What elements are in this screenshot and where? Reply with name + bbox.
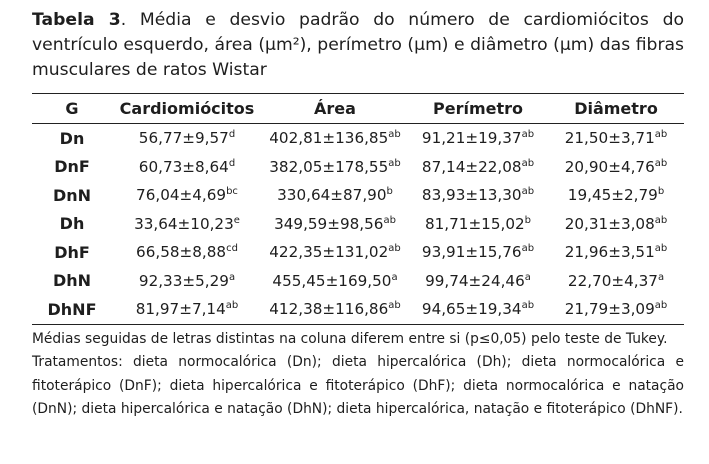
mean-sd-value: 93,91±15,76 bbox=[421, 243, 522, 262]
value-cell bbox=[408, 267, 548, 296]
table-row bbox=[32, 295, 684, 324]
mean-sd-value: 20,31±3,08 bbox=[564, 214, 655, 233]
group-cell: DnN bbox=[52, 185, 92, 205]
value-cell bbox=[548, 238, 684, 267]
table-row bbox=[32, 210, 684, 239]
results-table bbox=[32, 93, 684, 325]
mean-sd-value: 99,74±24,46 bbox=[425, 271, 525, 290]
significance-letters: cd bbox=[226, 243, 238, 255]
significance-letters: ab bbox=[654, 300, 668, 312]
significance-letters: ab bbox=[654, 157, 668, 169]
value-cell bbox=[112, 238, 262, 267]
caption-text: . Média e desvio padrão do número de cardiomiócitos do ventrículo esquerdo, área (µm²), perímetro (µm) e diâmetro (µm) das fibras musculares de ratos Wistar bbox=[32, 10, 685, 80]
mean-sd-value: 422,35±131,02 bbox=[269, 243, 389, 262]
significance-letters: ab bbox=[388, 300, 401, 312]
significance-letters: ab bbox=[383, 214, 396, 226]
footnote-treatments: Tratamentos: dieta normocalórica (Dn); dieta hipercalórica (Dh); dieta normocalórica e fitoterápico (DnF); dieta hipercalórica e fitoterápico (DhF); dieta normocalórica e natação (DnN); dieta hipercalórica e natação (DhN); dieta hipercalórica, natação e fitoterápico (DhNF). bbox=[32, 354, 684, 418]
significance-letters: a bbox=[657, 271, 665, 283]
significance-letters: b bbox=[524, 214, 532, 226]
significance-letters: ab bbox=[521, 186, 535, 198]
significance-letters: ab bbox=[654, 129, 668, 141]
significance-letters: b bbox=[657, 186, 665, 198]
value-cell bbox=[112, 181, 262, 210]
value-cell bbox=[112, 210, 262, 239]
significance-letters: d bbox=[228, 157, 236, 169]
value-cell bbox=[408, 295, 548, 324]
value-cell bbox=[548, 267, 684, 296]
value-cell bbox=[408, 181, 548, 210]
mean-sd-value: 412,38±116,86 bbox=[269, 300, 389, 319]
mean-sd-value: 349,59±98,56 bbox=[274, 214, 384, 233]
table-row bbox=[32, 153, 684, 182]
table-footnote bbox=[32, 328, 684, 422]
mean-sd-value: 56,77±9,57 bbox=[138, 129, 229, 148]
significance-letters: a bbox=[524, 271, 531, 283]
value-cell bbox=[262, 124, 408, 153]
mean-sd-value: 66,58±8,88 bbox=[136, 243, 227, 262]
mean-sd-value: 87,14±22,08 bbox=[421, 157, 522, 176]
mean-sd-value: 76,04±4,69 bbox=[136, 186, 227, 205]
group-cell: DnF bbox=[54, 157, 90, 177]
value-cell bbox=[548, 295, 684, 324]
significance-letters: bc bbox=[226, 186, 238, 198]
significance-letters: d bbox=[228, 129, 236, 141]
significance-letters: ab bbox=[654, 243, 668, 255]
header-diametro: Diâmetro bbox=[548, 94, 684, 124]
value-cell bbox=[112, 153, 262, 182]
group-cell: DhN bbox=[52, 271, 92, 291]
mean-sd-value: 382,05±178,55 bbox=[269, 157, 389, 176]
significance-letters: ab bbox=[388, 243, 401, 255]
value-cell bbox=[548, 210, 684, 239]
group-cell: Dh bbox=[59, 214, 85, 234]
value-cell bbox=[548, 124, 684, 153]
mean-sd-value: 60,73±8,64 bbox=[138, 157, 229, 176]
significance-letters: e bbox=[233, 214, 240, 226]
mean-sd-value: 83,93±13,30 bbox=[421, 186, 522, 205]
significance-letters: ab bbox=[225, 300, 239, 312]
value-cell bbox=[262, 210, 408, 239]
value-cell bbox=[548, 153, 684, 182]
significance-letters: ab bbox=[388, 157, 401, 169]
table-row bbox=[32, 124, 684, 153]
mean-sd-value: 455,45±169,50 bbox=[272, 271, 392, 290]
value-cell bbox=[262, 238, 408, 267]
significance-letters: ab bbox=[521, 157, 535, 169]
significance-letters: ab bbox=[521, 300, 535, 312]
footnote-tukey: Médias seguidas de letras distintas na coluna diferem entre si (p≤0,05) pelo teste de Tukey. bbox=[32, 331, 668, 347]
value-cell bbox=[408, 210, 548, 239]
mean-sd-value: 81,97±7,14 bbox=[135, 300, 226, 319]
value-cell bbox=[112, 295, 262, 324]
table-caption bbox=[32, 8, 684, 83]
mean-sd-value: 20,90±4,76 bbox=[564, 157, 655, 176]
significance-letters: b bbox=[386, 186, 393, 198]
value-cell bbox=[408, 238, 548, 267]
mean-sd-value: 21,96±3,51 bbox=[564, 243, 655, 262]
header-group: G bbox=[32, 94, 112, 124]
value-cell bbox=[262, 153, 408, 182]
table-number: Tabela 3 bbox=[32, 10, 121, 30]
header-cardiomiocitos: Cardiomiócitos bbox=[112, 94, 262, 124]
value-cell bbox=[112, 124, 262, 153]
header-area: Área bbox=[262, 94, 408, 124]
significance-letters: ab bbox=[388, 129, 401, 141]
value-cell bbox=[548, 181, 684, 210]
value-cell bbox=[262, 295, 408, 324]
significance-letters: ab bbox=[654, 214, 668, 226]
mean-sd-value: 330,64±87,90 bbox=[277, 186, 387, 205]
mean-sd-value: 21,50±3,71 bbox=[564, 129, 655, 148]
mean-sd-value: 81,71±15,02 bbox=[424, 214, 525, 233]
group-cell: DhF bbox=[54, 242, 90, 262]
table-row bbox=[32, 181, 684, 210]
mean-sd-value: 19,45±2,79 bbox=[567, 186, 658, 205]
group-cell: DhNF bbox=[32, 295, 112, 324]
table-row bbox=[32, 238, 684, 267]
value-cell bbox=[262, 181, 408, 210]
mean-sd-value: 402,81±136,85 bbox=[269, 129, 389, 148]
significance-letters: ab bbox=[521, 129, 535, 141]
mean-sd-value: 94,65±19,34 bbox=[421, 300, 522, 319]
mean-sd-value: 91,21±19,37 bbox=[421, 129, 522, 148]
header-perimetro: Perímetro bbox=[408, 94, 548, 124]
header-row bbox=[32, 94, 684, 124]
mean-sd-value: 92,33±5,29 bbox=[138, 271, 229, 290]
significance-letters: a bbox=[391, 271, 398, 283]
mean-sd-value: 22,70±4,37 bbox=[567, 271, 658, 290]
significance-letters: a bbox=[228, 271, 236, 283]
significance-letters: ab bbox=[521, 243, 535, 255]
value-cell bbox=[112, 267, 262, 296]
value-cell bbox=[262, 267, 408, 296]
mean-sd-value: 33,64±10,23 bbox=[134, 214, 234, 233]
value-cell bbox=[408, 153, 548, 182]
mean-sd-value: 21,79±3,09 bbox=[564, 300, 655, 319]
table-row bbox=[32, 267, 684, 296]
group-cell: Dn bbox=[59, 128, 85, 148]
value-cell bbox=[408, 124, 548, 153]
